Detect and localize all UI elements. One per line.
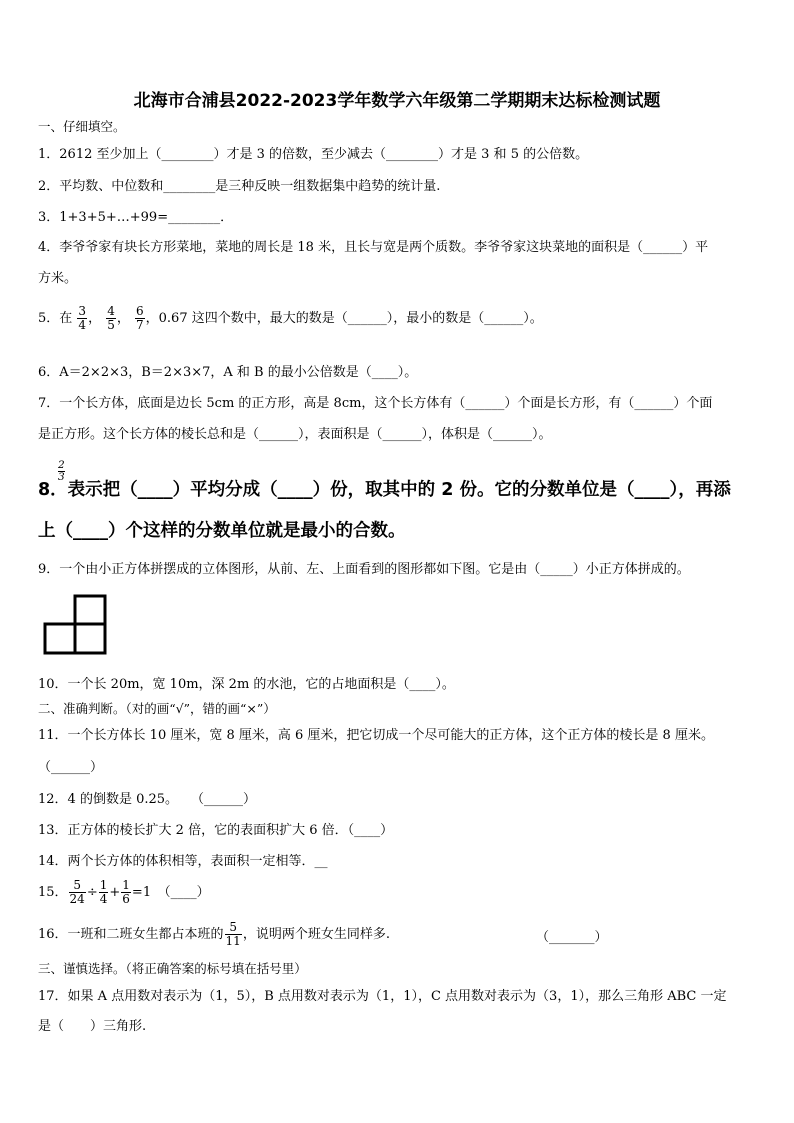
question-16-answer: （_______） bbox=[536, 930, 608, 945]
question-7-line-2: 是正方形。这个长方体的棱长总和是（______），表面积是（______），体积是（______）。 bbox=[38, 427, 552, 442]
question-4-line-2: 方米。 bbox=[38, 271, 78, 286]
question-4-line-1: 4．李爷爷家有块长方形菜地，菜地的周长是 18 米，且长与宽是两个质数。李爷爷家这块菜地的面积是（______）平 bbox=[38, 240, 709, 255]
section-heading-3: 三、谨慎选择。（将正确答案的标号填在括号里） bbox=[38, 961, 307, 976]
q15-fraction-1: $\frac{5}{24}$ bbox=[69, 878, 85, 907]
question-10: 10．一个长 20m，宽 10m，深 2m 的水池，它的占地面积是（____）。 bbox=[38, 677, 455, 692]
question-3: 3．1+3+5+…+99=________． bbox=[38, 210, 234, 225]
q5-fraction-3: $\frac{6}{7}$ bbox=[136, 304, 144, 333]
question-16: 16．一班和二班女生都占本班的 $\frac{5}{11}$ ，说明两个班女生同样多. bbox=[38, 920, 390, 949]
cube-face-bottom-left bbox=[45, 624, 75, 653]
question-11-line-2: （______） bbox=[38, 760, 104, 775]
question-13: 13．正方体的棱长扩大 2 倍，它的表面积扩大 6 倍．（____） bbox=[38, 823, 394, 838]
question-14: 14．两个长方体的体积相等，表面积一定相等．__ bbox=[38, 854, 328, 869]
question-17-line-2: 是（ ）三角形. bbox=[38, 1019, 147, 1034]
q16-fraction: $\frac{5}{11}$ bbox=[225, 920, 241, 949]
section-heading-2: 二、准确判断。（对的画“√”，错的画“×”） bbox=[38, 701, 276, 716]
q5-prefix: 5．在 bbox=[38, 311, 73, 327]
question-6: 6．A＝2×2×3，B＝2×3×7，A 和 B 的最小公倍数是（____）。 bbox=[38, 365, 418, 380]
question-1: 1．2612 至少加上（________）才是 3 的倍数，至少减去（________）才是 3 和 5 的公倍数。 bbox=[38, 147, 589, 162]
question-12: 12．4 的倒数是 0.25。 （______） bbox=[38, 792, 257, 807]
question-15: 15． $\frac{5}{24}$ ÷ $\frac{1}{4}$ + $\frac{1}{6}$ =1 （____） bbox=[38, 878, 210, 907]
q5-fraction-2: $\frac{4}{5}$ bbox=[107, 304, 115, 333]
question-11-line-1: 11．一个长方体长 10 厘米，宽 8 厘米，高 6 厘米，把它切成一个尽可能大的正方体，这个正方体的棱长是 8 厘米。 bbox=[38, 728, 714, 743]
q15-fraction-2: $\frac{1}{4}$ bbox=[99, 878, 108, 907]
page-title: 北海市合浦县2022-2023学年数学六年级第二学期期末达标检测试题 bbox=[133, 91, 661, 111]
question-17-line-1: 17．如果 A 点用数对表示为（1，5），B 点用数对表示为（1，1），C 点用数对表示为（3，1），那么三角形 ABC 一定 bbox=[38, 989, 727, 1004]
section-heading-1: 一、仔细填空。 bbox=[38, 119, 126, 134]
q15-fraction-3: $\frac{1}{6}$ bbox=[122, 878, 130, 907]
q5-fraction-1: $\frac{3}{4}$ bbox=[78, 304, 87, 333]
question-8-line-1: 8．表示把（____）平均分成（____）份，取其中的 2 份。它的分数单位是（____），再添 bbox=[38, 480, 731, 500]
cube-face-bottom-right bbox=[75, 624, 105, 653]
question-8-line-2: 上（____）个这样的分数单位就是最小的合数。 bbox=[38, 521, 406, 541]
question-7-line-1: 7．一个长方体，底面是边长 5cm 的正方形，高是 8cm，这个长方体有（______）个面是长方形，有（______）个面 bbox=[38, 396, 713, 411]
cube-face-top-right bbox=[75, 596, 105, 624]
question-5: 5．在 $\frac{3}{4}$ ， $\frac{4}{5}$ ， $\frac{6}{7}$ ，0.67 这四个数中，最大的数是（______），最小的数是（______）。 bbox=[38, 304, 543, 333]
q5-suffix: ，0.67 这四个数中，最大的数是（______），最小的数是（______）。 bbox=[145, 311, 543, 327]
cube-view-figure bbox=[42, 594, 108, 656]
question-9: 9．一个由小正方体拼摆成的立体图形，从前、左、上面看到的图形都如下图。它是由（_____）小正方体拼成的。 bbox=[38, 562, 690, 577]
q8-fraction: 2 3 bbox=[58, 459, 65, 484]
question-2: 2．平均数、中位数和________是三种反映一组数据集中趋势的统计量. bbox=[38, 179, 441, 194]
